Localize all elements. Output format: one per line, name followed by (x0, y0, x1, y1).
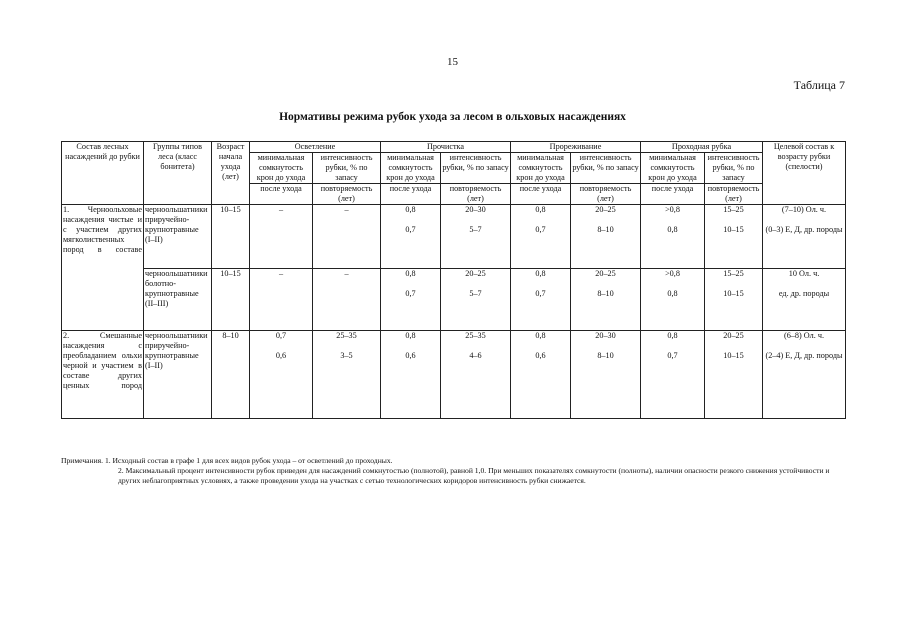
osv-min-cell: – (250, 269, 313, 331)
value-bottom: 3–5 (340, 351, 353, 360)
value-top: 20–25 (595, 205, 616, 214)
value-top: >0,8 (665, 205, 680, 214)
header-min-density: минимальная сомкнутость крон до ухода (250, 153, 313, 184)
value-bottom: 5–7 (469, 225, 482, 234)
header-after-care: после ухода (511, 184, 571, 205)
value-bottom: 8–10 (597, 289, 614, 298)
proh-int-cell (705, 331, 763, 419)
prr-int-cell (571, 205, 641, 269)
prr-min-cell (511, 205, 571, 269)
table-notes (61, 456, 851, 486)
osv-int-cell: – (313, 269, 381, 331)
header-start-age: Возраст начала ухода (лет) (212, 142, 250, 205)
value-bottom: 0,7 (535, 289, 546, 298)
header-repeatability: повторяемость (лет) (313, 184, 381, 205)
value-top: 25–35 (465, 331, 486, 340)
start-age-cell: 10–15 (212, 205, 250, 269)
pro-min-cell (381, 269, 441, 331)
note-1: Примечания. 1. Исходный состав в графе 1 для всех видов рубок ухода – от осветлений до проходных. (61, 456, 393, 465)
header-intensity: интенсивность рубки, % по запасу (571, 153, 641, 184)
header-prorezhivanie: Прореживание (511, 142, 641, 153)
value-top: 20–25 (595, 269, 616, 278)
value-bottom: 0,7 (405, 225, 416, 234)
value-bottom: 5–7 (469, 289, 482, 298)
prr-min-cell (511, 331, 571, 419)
value-bottom: 0,8 (667, 225, 678, 234)
start-age-cell: 10–15 (212, 269, 250, 331)
header-repeatability: повторяемость (лет) (705, 184, 763, 205)
value-top: (6–8) Ол. ч. (783, 331, 825, 340)
value-bottom: 0,6 (405, 351, 416, 360)
proh-min-cell (641, 205, 705, 269)
value-bottom: 8–10 (597, 225, 614, 234)
header-forest-group: Группы типов леса (класс бонитета) (144, 142, 212, 205)
header-after-care: после ухода (641, 184, 705, 205)
value-bottom: 10–15 (723, 351, 744, 360)
header-min-density: минимальная сомкнутость крон до ухода (641, 153, 705, 184)
proh-int-cell (705, 269, 763, 331)
value-bottom: 0,6 (275, 351, 287, 360)
value-top: 0,8 (405, 269, 416, 278)
value-top: 0,8 (535, 331, 546, 340)
value-top: 0,8 (405, 205, 416, 214)
table-row (62, 269, 846, 331)
forest-group-cell: черноольшатники приручейно-крупнотравные (I–II) (144, 205, 212, 269)
prr-int-cell (571, 269, 641, 331)
norms-table (61, 141, 846, 419)
osv-min-cell (250, 331, 313, 419)
forest-group-cell: черноольшатники приручейно-крупнотравные (I–II) (144, 331, 212, 419)
header-osvetlenie: Осветление (250, 142, 381, 153)
header-repeatability: повторяемость (лет) (571, 184, 641, 205)
value-top: 15–25 (723, 205, 744, 214)
composition-cell: 1. Черноольховые насаждения чистые и с участием других мягколиственных пород в составе (62, 205, 144, 331)
header-prochistka: Прочистка (381, 142, 511, 153)
header-intensity: интенсивность рубки, % по запасу (705, 153, 763, 184)
note-2: 2. Максимальный процент интенсивности рубок приведен для насаждений сомкнутостью (полнотой), равной 1,0. При меньших показателях сомкнутости (полноты), наличии опасности резкого снижения устойчивости и других неблагоприятных условиях, а также проведении ухода на участках с сетью технологических коридоров интенсивность рубки снижается. (118, 466, 830, 485)
value-top: 20–30 (465, 205, 486, 214)
target-cell (763, 331, 846, 419)
value-bottom: 8–10 (597, 351, 614, 360)
header-min-density: минимальная сомкнутость крон до ухода (381, 153, 441, 184)
value-top: (7–10) Ол. ч. (781, 205, 827, 214)
value-top: 0,8 (405, 331, 416, 340)
value-bottom: 10–15 (723, 289, 744, 298)
osv-int-cell (313, 331, 381, 419)
header-row-1 (62, 142, 846, 153)
value-top: 15–25 (723, 269, 744, 278)
header-composition: Состав лесных насаждений до рубки (62, 142, 144, 205)
header-min-density: минимальная сомкнутость крон до ухода (511, 153, 571, 184)
value-top: >0,8 (665, 269, 680, 278)
value-top: 10 Ол. ч. (788, 269, 820, 278)
header-intensity: интенсивность рубки, % по запасу (313, 153, 381, 184)
pro-int-cell (441, 205, 511, 269)
value-top: 20–30 (595, 331, 616, 340)
pro-int-cell (441, 269, 511, 331)
header-after-care: после ухода (250, 184, 313, 205)
value-top: 0,7 (275, 331, 287, 340)
osv-min-cell: – (250, 205, 313, 269)
prr-min-cell (511, 269, 571, 331)
value-bottom: 4–6 (469, 351, 482, 360)
value-top: 0,8 (535, 205, 546, 214)
pro-int-cell (441, 331, 511, 419)
osv-int-cell: – (313, 205, 381, 269)
composition-cell: 2. Смешанные насаждения с преобладанием ольхи черной и участием в составе других ценных пород (62, 331, 144, 419)
value-top: 25–35 (336, 331, 357, 340)
pro-min-cell (381, 331, 441, 419)
value-bottom: ед. др. породы (778, 289, 830, 298)
header-intensity: интенсивность рубки, % по запасу (441, 153, 511, 184)
table-label: Таблица 7 (793, 78, 845, 92)
header-prohodnaya: Проходная рубка (641, 142, 763, 153)
header-target: Целевой состав к возрасту рубки (спелости) (763, 142, 846, 205)
pro-min-cell (381, 205, 441, 269)
value-top: 20–25 (465, 269, 486, 278)
value-bottom: (2–4) Е, Д, др. породы (765, 351, 843, 360)
proh-min-cell (641, 269, 705, 331)
value-bottom: 0,7 (405, 289, 416, 298)
value-bottom: 0,7 (667, 351, 678, 360)
prr-int-cell (571, 331, 641, 419)
table-row (62, 331, 846, 419)
value-bottom: 0,7 (535, 225, 546, 234)
value-bottom: 0,8 (667, 289, 678, 298)
forest-group-cell: черноольшатники болотно-крупнотравные (II–III) (144, 269, 212, 331)
value-top: 20–25 (723, 331, 744, 340)
header-after-care: после ухода (381, 184, 441, 205)
page-number: 15 (447, 56, 458, 68)
value-top: 0,8 (667, 331, 678, 340)
target-cell (763, 269, 846, 331)
table-row (62, 205, 846, 269)
value-top: 0,8 (535, 269, 546, 278)
value-bottom: 10–15 (723, 225, 744, 234)
proh-min-cell (641, 331, 705, 419)
target-cell (763, 205, 846, 269)
table-title: Нормативы режима рубок ухода за лесом в ольховых насаждениях (279, 111, 626, 123)
start-age-cell: 8–10 (212, 331, 250, 419)
value-bottom: 0,6 (535, 351, 546, 360)
header-repeatability: повторяемость (лет) (441, 184, 511, 205)
proh-int-cell (705, 205, 763, 269)
value-bottom: (0–3) Е, Д, др. породы (765, 225, 843, 234)
